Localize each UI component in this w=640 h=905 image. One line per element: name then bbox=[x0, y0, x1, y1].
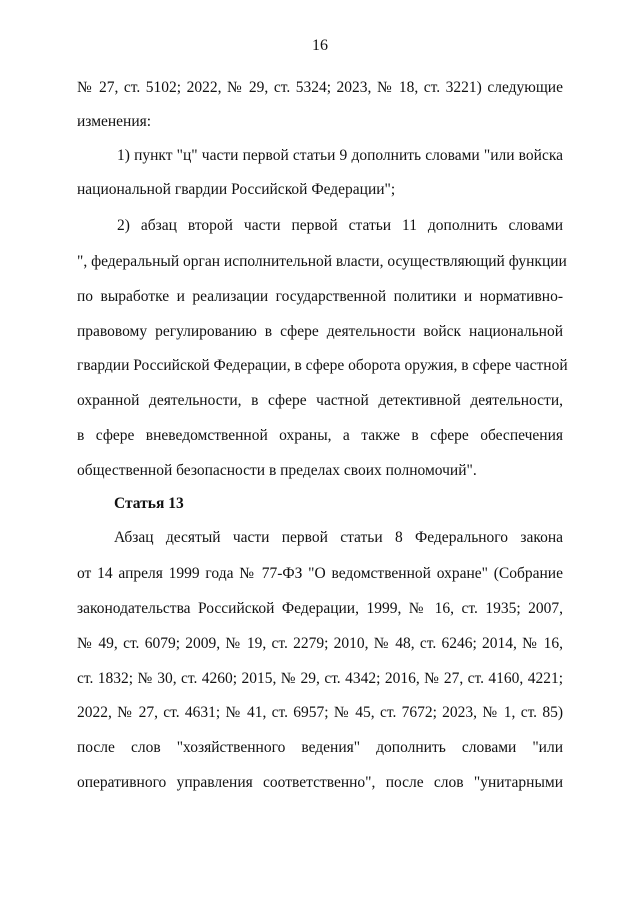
text-line: национальной гвардии Российской Федерации"; bbox=[77, 181, 396, 198]
article-heading: Статья 13 bbox=[114, 495, 184, 512]
text-line: охранной деятельности, в сфере частной детективной деятельности, bbox=[77, 392, 563, 409]
text-line: Абзац десятый части первой статьи 8 Федерального закона bbox=[114, 529, 563, 546]
text-line: ст. 1832; № 30, ст. 4260; 2015, № 29, ст. 4342; 2016, № 27, ст. 4160, 4221; bbox=[77, 670, 563, 687]
text-line: после слов "хозяйственного ведения" дополнить словами "или bbox=[77, 739, 563, 756]
text-line: 1) пункт "ц" части первой статьи 9 дополнить словами "или войска bbox=[117, 147, 563, 164]
text-line: в сфере вневедомственной охраны, а также в сфере обеспечения bbox=[77, 427, 563, 444]
text-line: № 27, ст. 5102; 2022, № 29, ст. 5324; 2023, № 18, ст. 3221) следующие bbox=[77, 79, 563, 96]
text-line: № 49, ст. 6079; 2009, № 19, ст. 2279; 2010, № 48, ст. 6246; 2014, № 16, bbox=[77, 635, 563, 652]
text-line: 2022, № 27, ст. 4631; № 41, ст. 6957; № 45, ст. 7672; 2023, № 1, ст. 85) bbox=[77, 704, 563, 721]
text-line: от 14 апреля 1999 года № 77-ФЗ "О ведомственной охране" (Собрание bbox=[77, 565, 563, 582]
text-line: ", федеральный орган исполнительной власти, осуществляющий функции bbox=[77, 253, 567, 270]
text-line: правовому регулированию в сфере деятельности войск национальной bbox=[77, 323, 563, 340]
text-line: изменения: bbox=[77, 113, 152, 130]
page-number: 16 bbox=[312, 37, 328, 54]
text-line: 2) абзац второй части первой статьи 11 дополнить словами bbox=[117, 217, 563, 234]
text-line: общественной безопасности в пределах своих полномочий". bbox=[77, 462, 477, 479]
text-line: гвардии Российской Федерации, в сфере оборота оружия, в сфере частной bbox=[77, 357, 568, 374]
text-line: оперативного управления соответственно", после слов "унитарными bbox=[77, 774, 563, 791]
text-line: законодательства Российской Федерации, 1999, № 16, ст. 1935; 2007, bbox=[77, 600, 563, 617]
text-line: по выработке и реализации государственной политики и нормативно- bbox=[77, 288, 563, 305]
